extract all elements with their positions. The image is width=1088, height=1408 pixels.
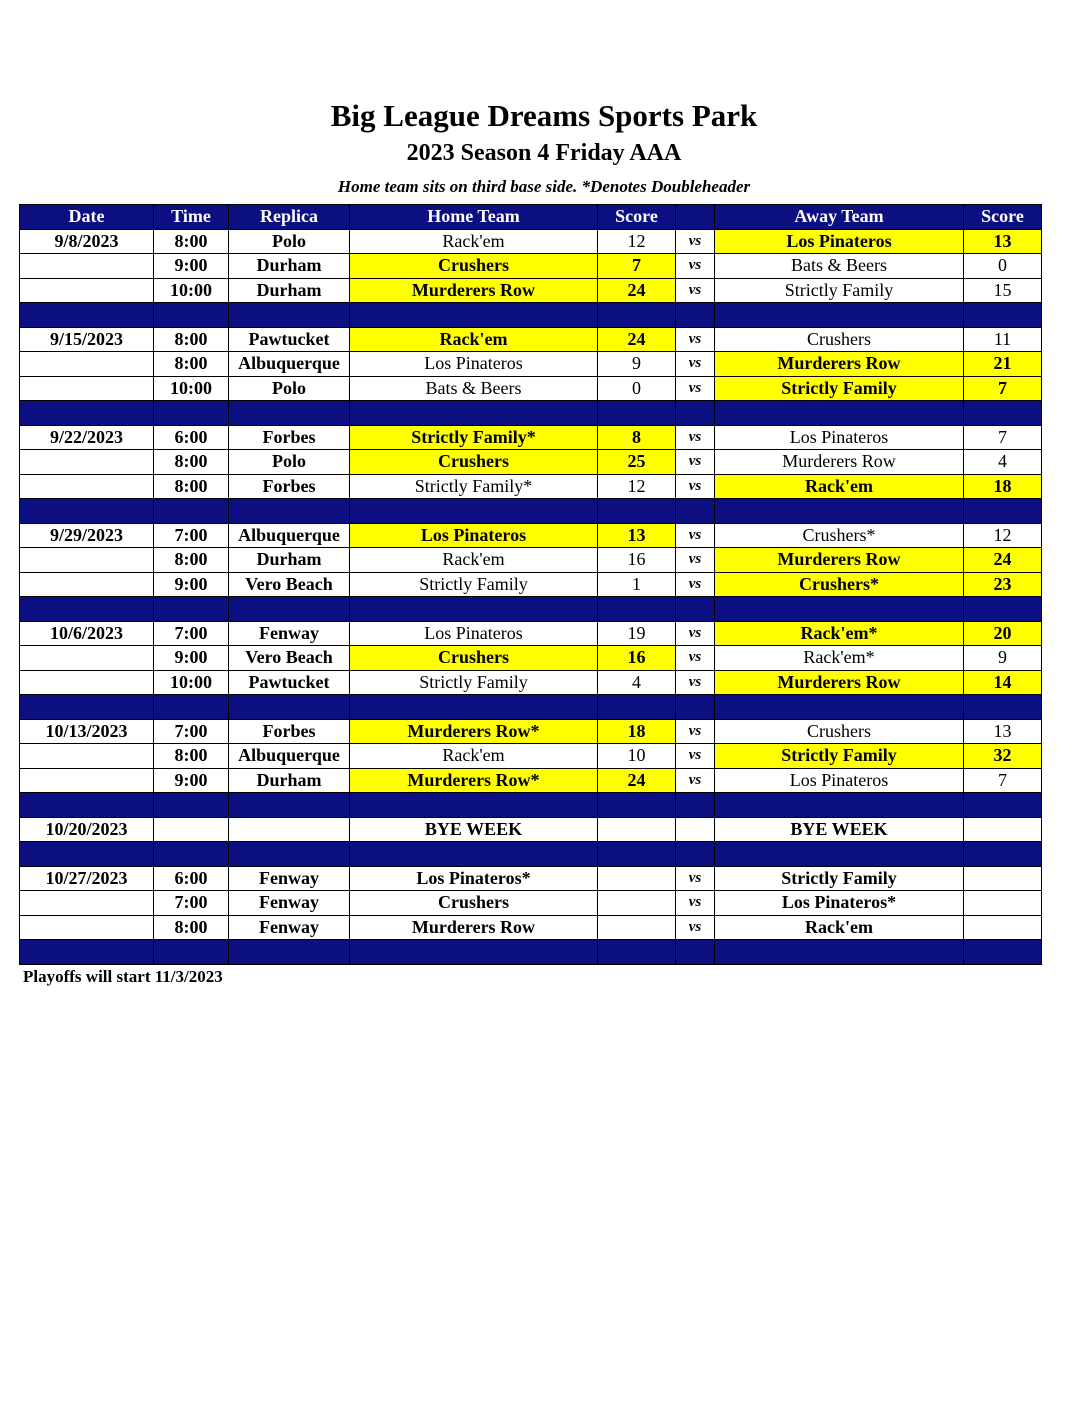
away-score-cell: 4 xyxy=(964,450,1042,475)
separator-cell xyxy=(229,842,350,867)
away-team-cell: Rack'em xyxy=(715,915,964,940)
away-team-cell: Crushers xyxy=(715,719,964,744)
separator-cell xyxy=(598,842,676,867)
vs-cell: vs xyxy=(676,646,715,671)
home-score-cell: 12 xyxy=(598,229,676,254)
vs-cell: vs xyxy=(676,768,715,793)
date-cell xyxy=(20,352,154,377)
game-row xyxy=(20,670,1042,695)
game-row xyxy=(20,621,1042,646)
separator-cell xyxy=(229,499,350,524)
home-score-cell: 24 xyxy=(598,768,676,793)
away-score-cell: 12 xyxy=(964,523,1042,548)
replica-cell: Fenway xyxy=(229,621,350,646)
separator-cell xyxy=(229,597,350,622)
week-separator-row xyxy=(20,793,1042,818)
vs-cell: vs xyxy=(676,548,715,573)
separator-cell xyxy=(964,842,1042,867)
away-score-cell: 15 xyxy=(964,278,1042,303)
time-cell: 9:00 xyxy=(154,646,229,671)
vs-cell: vs xyxy=(676,915,715,940)
home-score-cell xyxy=(598,891,676,916)
game-row xyxy=(20,229,1042,254)
away-score-cell: 23 xyxy=(964,572,1042,597)
separator-cell xyxy=(715,842,964,867)
col-date-header: Date xyxy=(20,205,154,230)
week-separator-row xyxy=(20,499,1042,524)
vs-cell: vs xyxy=(676,327,715,352)
col-replica-header: Replica xyxy=(229,205,350,230)
separator-cell xyxy=(350,401,598,426)
playoffs-note: Playoffs will start 11/3/2023 xyxy=(23,967,223,986)
home-score-cell: 10 xyxy=(598,744,676,769)
time-cell: 7:00 xyxy=(154,621,229,646)
date-cell xyxy=(20,254,154,279)
away-team-cell: Rack'em xyxy=(715,474,964,499)
home-score-cell: 16 xyxy=(598,548,676,573)
vs-cell: vs xyxy=(676,254,715,279)
replica-cell: Vero Beach xyxy=(229,646,350,671)
away-team-cell: Los Pinateros xyxy=(715,768,964,793)
separator-cell xyxy=(715,303,964,328)
replica-cell: Durham xyxy=(229,254,350,279)
week-separator-row xyxy=(20,597,1042,622)
separator-cell xyxy=(676,940,715,965)
home-team-cell: Rack'em xyxy=(350,548,598,573)
away-team-cell: Bats & Beers xyxy=(715,254,964,279)
away-team-cell: Crushers xyxy=(715,327,964,352)
date-cell xyxy=(20,474,154,499)
game-row xyxy=(20,817,1042,842)
home-team-cell: Los Pinateros xyxy=(350,621,598,646)
vs-cell: vs xyxy=(676,278,715,303)
home-team-cell: Los Pinateros* xyxy=(350,866,598,891)
vs-cell: vs xyxy=(676,891,715,916)
separator-cell xyxy=(964,303,1042,328)
away-team-cell: Strictly Family xyxy=(715,866,964,891)
separator-cell xyxy=(20,695,154,720)
time-cell: 6:00 xyxy=(154,866,229,891)
home-team-cell: BYE WEEK xyxy=(350,817,598,842)
home-score-cell xyxy=(598,915,676,940)
away-team-cell: Murderers Row xyxy=(715,352,964,377)
home-team-cell: Crushers xyxy=(350,254,598,279)
away-team-cell: Murderers Row xyxy=(715,670,964,695)
separator-cell xyxy=(350,793,598,818)
time-cell: 8:00 xyxy=(154,327,229,352)
home-score-cell: 13 xyxy=(598,523,676,548)
away-score-cell xyxy=(964,891,1042,916)
date-cell xyxy=(20,891,154,916)
home-team-cell: Bats & Beers xyxy=(350,376,598,401)
separator-cell xyxy=(154,401,229,426)
home-team-cell: Crushers xyxy=(350,450,598,475)
game-row xyxy=(20,572,1042,597)
home-team-cell: Rack'em xyxy=(350,327,598,352)
separator-cell xyxy=(154,303,229,328)
separator-cell xyxy=(229,401,350,426)
away-team-cell: Rack'em* xyxy=(715,621,964,646)
replica-cell: Albuquerque xyxy=(229,352,350,377)
home-team-cell: Crushers xyxy=(350,646,598,671)
away-score-cell: 20 xyxy=(964,621,1042,646)
away-score-cell: 24 xyxy=(964,548,1042,573)
separator-cell xyxy=(598,597,676,622)
time-cell: 8:00 xyxy=(154,474,229,499)
vs-cell: vs xyxy=(676,719,715,744)
game-row xyxy=(20,768,1042,793)
vs-cell: vs xyxy=(676,229,715,254)
vs-cell: vs xyxy=(676,621,715,646)
home-team-cell: Strictly Family xyxy=(350,670,598,695)
away-score-cell: 13 xyxy=(964,229,1042,254)
separator-cell xyxy=(598,695,676,720)
time-cell: 9:00 xyxy=(154,572,229,597)
home-team-cell: Strictly Family* xyxy=(350,474,598,499)
col-away-score-header: Score xyxy=(964,205,1042,230)
separator-cell xyxy=(154,793,229,818)
separator-cell xyxy=(350,303,598,328)
separator-cell xyxy=(715,597,964,622)
replica-cell: Albuquerque xyxy=(229,744,350,769)
home-team-cell: Murderers Row* xyxy=(350,768,598,793)
separator-cell xyxy=(229,303,350,328)
date-cell xyxy=(20,744,154,769)
home-score-cell: 19 xyxy=(598,621,676,646)
home-team-cell: Strictly Family xyxy=(350,572,598,597)
game-row xyxy=(20,915,1042,940)
game-row xyxy=(20,254,1042,279)
separator-cell xyxy=(154,842,229,867)
separator-cell xyxy=(598,499,676,524)
time-cell: 8:00 xyxy=(154,450,229,475)
date-cell xyxy=(20,768,154,793)
col-away-team-header: Away Team xyxy=(715,205,964,230)
separator-cell xyxy=(676,401,715,426)
date-cell: 9/8/2023 xyxy=(20,229,154,254)
date-cell: 10/20/2023 xyxy=(20,817,154,842)
vs-cell: vs xyxy=(676,376,715,401)
home-team-cell: Crushers xyxy=(350,891,598,916)
week-separator-row xyxy=(20,303,1042,328)
separator-cell xyxy=(154,499,229,524)
away-score-cell xyxy=(964,915,1042,940)
game-row xyxy=(20,450,1042,475)
replica-cell: Durham xyxy=(229,278,350,303)
separator-cell xyxy=(20,793,154,818)
away-team-cell: Crushers* xyxy=(715,523,964,548)
replica-cell: Vero Beach xyxy=(229,572,350,597)
replica-cell: Polo xyxy=(229,376,350,401)
game-row xyxy=(20,744,1042,769)
away-team-cell: Rack'em* xyxy=(715,646,964,671)
home-team-cell: Los Pinateros xyxy=(350,352,598,377)
separator-cell xyxy=(676,793,715,818)
away-team-cell: Crushers* xyxy=(715,572,964,597)
home-score-cell: 1 xyxy=(598,572,676,597)
vs-cell: vs xyxy=(676,474,715,499)
time-cell: 7:00 xyxy=(154,523,229,548)
replica-cell: Fenway xyxy=(229,891,350,916)
game-row xyxy=(20,327,1042,352)
home-team-cell: Murderers Row xyxy=(350,278,598,303)
time-cell: 7:00 xyxy=(154,891,229,916)
separator-cell xyxy=(715,695,964,720)
date-cell xyxy=(20,278,154,303)
separator-cell xyxy=(598,940,676,965)
away-score-cell xyxy=(964,817,1042,842)
replica-cell: Fenway xyxy=(229,866,350,891)
home-score-cell xyxy=(598,817,676,842)
separator-cell xyxy=(676,695,715,720)
away-score-cell: 7 xyxy=(964,768,1042,793)
separator-cell xyxy=(229,695,350,720)
home-score-cell: 16 xyxy=(598,646,676,671)
vs-cell: vs xyxy=(676,866,715,891)
away-score-cell: 7 xyxy=(964,376,1042,401)
replica-cell: Polo xyxy=(229,229,350,254)
replica-cell: Pawtucket xyxy=(229,327,350,352)
vs-cell: vs xyxy=(676,425,715,450)
col-home-team-header: Home Team xyxy=(350,205,598,230)
header-row xyxy=(20,205,1042,230)
replica-cell: Forbes xyxy=(229,474,350,499)
separator-cell xyxy=(154,597,229,622)
time-cell: 10:00 xyxy=(154,376,229,401)
away-score-cell: 0 xyxy=(964,254,1042,279)
date-cell xyxy=(20,548,154,573)
time-cell: 6:00 xyxy=(154,425,229,450)
page-note: Home team sits on third base side. *Denotes Doubleheader xyxy=(337,177,751,196)
away-team-cell: Strictly Family xyxy=(715,376,964,401)
separator-cell xyxy=(20,303,154,328)
away-team-cell: Los Pinateros* xyxy=(715,891,964,916)
game-row xyxy=(20,891,1042,916)
home-team-cell: Los Pinateros xyxy=(350,523,598,548)
home-score-cell: 8 xyxy=(598,425,676,450)
replica-cell: Durham xyxy=(229,768,350,793)
away-score-cell: 7 xyxy=(964,425,1042,450)
replica-cell: Forbes xyxy=(229,719,350,744)
away-score-cell: 18 xyxy=(964,474,1042,499)
away-score-cell xyxy=(964,866,1042,891)
away-score-cell: 11 xyxy=(964,327,1042,352)
date-cell xyxy=(20,646,154,671)
date-cell xyxy=(20,572,154,597)
home-score-cell: 24 xyxy=(598,278,676,303)
separator-cell xyxy=(350,940,598,965)
home-team-cell: Murderers Row xyxy=(350,915,598,940)
separator-cell xyxy=(676,597,715,622)
date-cell: 9/22/2023 xyxy=(20,425,154,450)
vs-cell: vs xyxy=(676,450,715,475)
away-score-cell: 14 xyxy=(964,670,1042,695)
separator-cell xyxy=(715,499,964,524)
home-team-cell: Murderers Row* xyxy=(350,719,598,744)
time-cell: 9:00 xyxy=(154,768,229,793)
time-cell: 7:00 xyxy=(154,719,229,744)
separator-cell xyxy=(964,499,1042,524)
away-team-cell: Los Pinateros xyxy=(715,425,964,450)
vs-cell: vs xyxy=(676,572,715,597)
game-row xyxy=(20,278,1042,303)
separator-cell xyxy=(154,695,229,720)
away-team-cell: Strictly Family xyxy=(715,744,964,769)
separator-cell xyxy=(154,940,229,965)
week-separator-row xyxy=(20,695,1042,720)
separator-cell xyxy=(676,303,715,328)
separator-cell xyxy=(715,793,964,818)
game-row xyxy=(20,523,1042,548)
date-cell: 10/13/2023 xyxy=(20,719,154,744)
time-cell: 9:00 xyxy=(154,254,229,279)
game-row xyxy=(20,548,1042,573)
home-score-cell: 12 xyxy=(598,474,676,499)
week-separator-row xyxy=(20,401,1042,426)
game-row xyxy=(20,866,1042,891)
separator-cell xyxy=(598,303,676,328)
schedule-table xyxy=(19,204,1042,965)
home-score-cell: 4 xyxy=(598,670,676,695)
replica-cell: Polo xyxy=(229,450,350,475)
time-cell: 8:00 xyxy=(154,744,229,769)
separator-cell xyxy=(715,940,964,965)
separator-cell xyxy=(676,842,715,867)
separator-cell xyxy=(964,940,1042,965)
col-home-score-header: Score xyxy=(598,205,676,230)
page-title: Big League Dreams Sports Park xyxy=(330,98,758,133)
game-row xyxy=(20,376,1042,401)
away-team-cell: Strictly Family xyxy=(715,278,964,303)
separator-cell xyxy=(350,695,598,720)
replica-cell: Albuquerque xyxy=(229,523,350,548)
separator-cell xyxy=(229,940,350,965)
vs-cell: vs xyxy=(676,744,715,769)
away-score-cell: 9 xyxy=(964,646,1042,671)
separator-cell xyxy=(20,597,154,622)
date-cell xyxy=(20,915,154,940)
col-time-header: Time xyxy=(154,205,229,230)
vs-cell: vs xyxy=(676,352,715,377)
col-vs-header xyxy=(676,205,715,230)
week-separator-row xyxy=(20,940,1042,965)
game-row xyxy=(20,474,1042,499)
away-team-cell: Los Pinateros xyxy=(715,229,964,254)
separator-cell xyxy=(676,499,715,524)
time-cell: 8:00 xyxy=(154,915,229,940)
time-cell: 8:00 xyxy=(154,352,229,377)
home-team-cell: Rack'em xyxy=(350,229,598,254)
away-score-cell: 21 xyxy=(964,352,1042,377)
home-team-cell: Strictly Family* xyxy=(350,425,598,450)
week-separator-row xyxy=(20,842,1042,867)
separator-cell xyxy=(598,401,676,426)
vs-cell: vs xyxy=(676,670,715,695)
away-score-cell: 32 xyxy=(964,744,1042,769)
page-subtitle: 2023 Season 4 Friday AAA xyxy=(406,140,682,166)
away-score-cell: 13 xyxy=(964,719,1042,744)
separator-cell xyxy=(350,499,598,524)
date-cell: 9/29/2023 xyxy=(20,523,154,548)
replica-cell: Pawtucket xyxy=(229,670,350,695)
vs-cell xyxy=(676,817,715,842)
away-team-cell: BYE WEEK xyxy=(715,817,964,842)
separator-cell xyxy=(20,401,154,426)
replica-cell xyxy=(229,817,350,842)
separator-cell xyxy=(20,499,154,524)
date-cell xyxy=(20,450,154,475)
date-cell: 9/15/2023 xyxy=(20,327,154,352)
date-cell: 10/27/2023 xyxy=(20,866,154,891)
replica-cell: Fenway xyxy=(229,915,350,940)
game-row xyxy=(20,646,1042,671)
separator-cell xyxy=(350,597,598,622)
home-score-cell: 18 xyxy=(598,719,676,744)
replica-cell: Forbes xyxy=(229,425,350,450)
time-cell: 8:00 xyxy=(154,548,229,573)
game-row xyxy=(20,719,1042,744)
separator-cell xyxy=(964,793,1042,818)
home-score-cell: 9 xyxy=(598,352,676,377)
date-cell xyxy=(20,670,154,695)
separator-cell xyxy=(964,401,1042,426)
separator-cell xyxy=(229,793,350,818)
home-score-cell xyxy=(598,866,676,891)
time-cell: 8:00 xyxy=(154,229,229,254)
schedule-body xyxy=(20,229,1042,964)
time-cell: 10:00 xyxy=(154,278,229,303)
game-row xyxy=(20,352,1042,377)
separator-cell xyxy=(715,401,964,426)
home-team-cell: Rack'em xyxy=(350,744,598,769)
time-cell: 10:00 xyxy=(154,670,229,695)
separator-cell xyxy=(964,597,1042,622)
home-score-cell: 0 xyxy=(598,376,676,401)
away-team-cell: Murderers Row xyxy=(715,548,964,573)
away-team-cell: Murderers Row xyxy=(715,450,964,475)
date-cell: 10/6/2023 xyxy=(20,621,154,646)
home-score-cell: 25 xyxy=(598,450,676,475)
replica-cell: Durham xyxy=(229,548,350,573)
vs-cell: vs xyxy=(676,523,715,548)
date-cell xyxy=(20,376,154,401)
separator-cell xyxy=(598,793,676,818)
home-score-cell: 7 xyxy=(598,254,676,279)
time-cell xyxy=(154,817,229,842)
separator-cell xyxy=(350,842,598,867)
home-score-cell: 24 xyxy=(598,327,676,352)
separator-cell xyxy=(20,940,154,965)
separator-cell xyxy=(20,842,154,867)
game-row xyxy=(20,425,1042,450)
separator-cell xyxy=(964,695,1042,720)
